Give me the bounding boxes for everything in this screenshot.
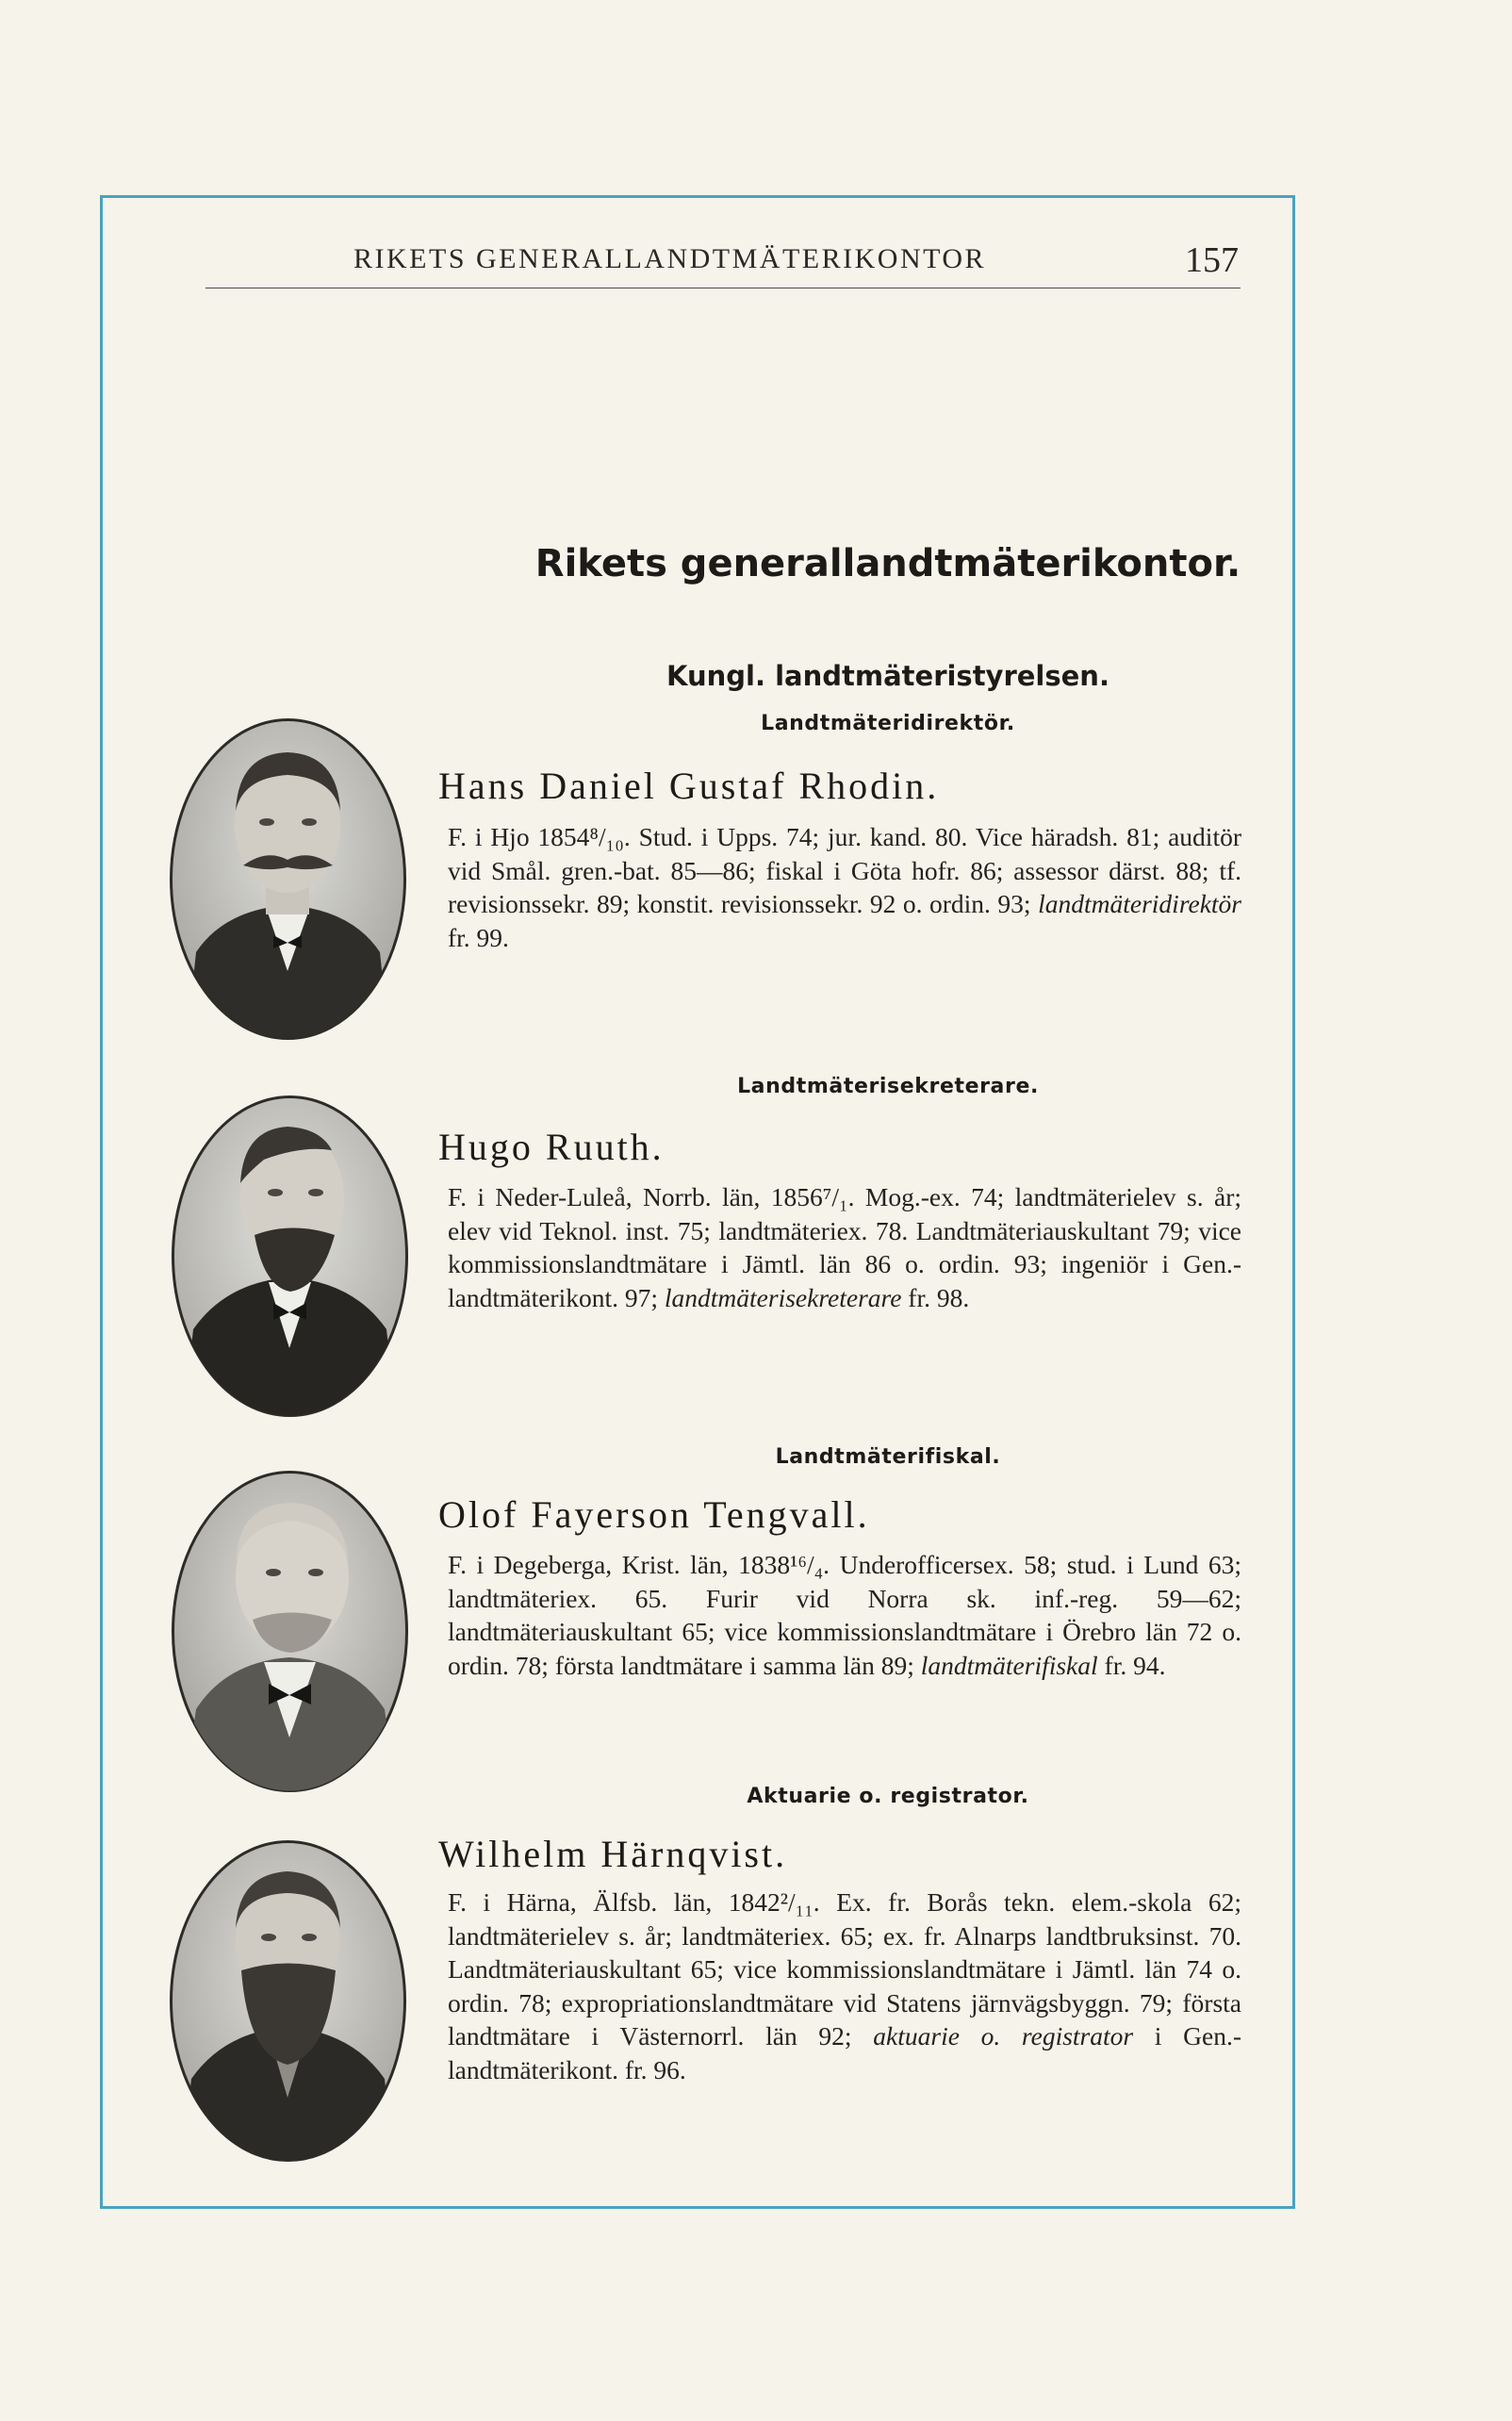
biography: F. i Härna, Älfsb. län, 1842²/₁₁. Ex. fr. Borås tekn. elem.-skola 62; landtmäterielev s. år; landtmäteriex. 65; ex. fr. Alnarps landtbruksinst. 70. Landtmäteriauskultant 65; vice kommissionslandtmätare i Jämtl. län 74 o. ordin. 78; expropriationslandtmätare vid Statens järnvägsbyggn. 79; första landtmätare i Västernorrl. län 92; aktuarie o. registrator i Gen.-landtmäterikont. fr. 96. [448,1887,1241,2084]
page-number: 157 [1185,240,1239,280]
role-heading: Aktuarie o. registrator. [747,1785,1029,1808]
biography: F. i Degeberga, Krist. län, 1838¹⁶/₄. Underofficersex. 58; stud. i Lund 63; landtmäteriex. 65. Furir vid Norra sk. inf.-reg. 59—62; landtmäteriauskultant 65; vice kommissionslandtmätare i Örebro län 72 o. ordin. 78; första landtmätare i samma län 89; landtmäterifiskal fr. 94. [448,1550,1241,1680]
biography-title: aktuarie o. registrator [873,2021,1134,2050]
portrait-harnqvist [168,1838,408,2164]
biography-title: landtmäterifiskal [920,1650,1098,1680]
role-heading: Landtmäterisekreterare. [737,1075,1039,1098]
person-name: Hans Daniel Gustaf Rhodin. [438,765,940,807]
role-heading: Landtmäterifiskal. [775,1445,1001,1469]
role-heading: Landtmäteridirektör. [761,712,1015,735]
biography-title: landtmäterisekreterare [664,1282,902,1312]
person-name: Hugo Ruuth. [438,1126,665,1168]
biography: F. i Neder-Luleå, Norrb. län, 1856⁷/₁. Mog.-ex. 74; landtmäterielev s. år; elev vid Teknol. inst. 75; landtmäteriex. 78. Landtmäteriauskultant 79; vice kommissionslandtmätare i Jämtl. län 86 o. ordin. 93; ingeniör i Gen.-landtmäterikont. 97; landtmäterisekreterare fr. 98. [448,1182,1241,1312]
page-title: Rikets generallandtmäterikontor. [534,542,1241,585]
biography: F. i Hjo 1854⁸/₁₀. Stud. i Upps. 74; jur. kand. 80. Vice häradsh. 81; auditör vid Smål. gren.-bat. 85—86; fiskal i Göta hofr. 86; assessor därst. 88; tf. revisionssekr. 89; konstit. revisionssekr. 92 o. ordin. 93; landtmäteridirektör fr. 99. [448,822,1241,952]
biography-title: landtmäteridirektör [1038,889,1241,918]
person-name: Wilhelm Härnqvist. [438,1833,788,1875]
person-name: Olof Fayerson Tengvall. [438,1493,870,1536]
portrait-rhodin [168,716,408,1042]
section-subtitle: Kungl. landtmäteristyrelsen. [666,660,1109,692]
portrait-ruuth [170,1094,410,1419]
portrait-tengvall [170,1469,410,1794]
running-title: RIKETS GENERALLANDTMÄTERIKONTOR [353,243,987,274]
